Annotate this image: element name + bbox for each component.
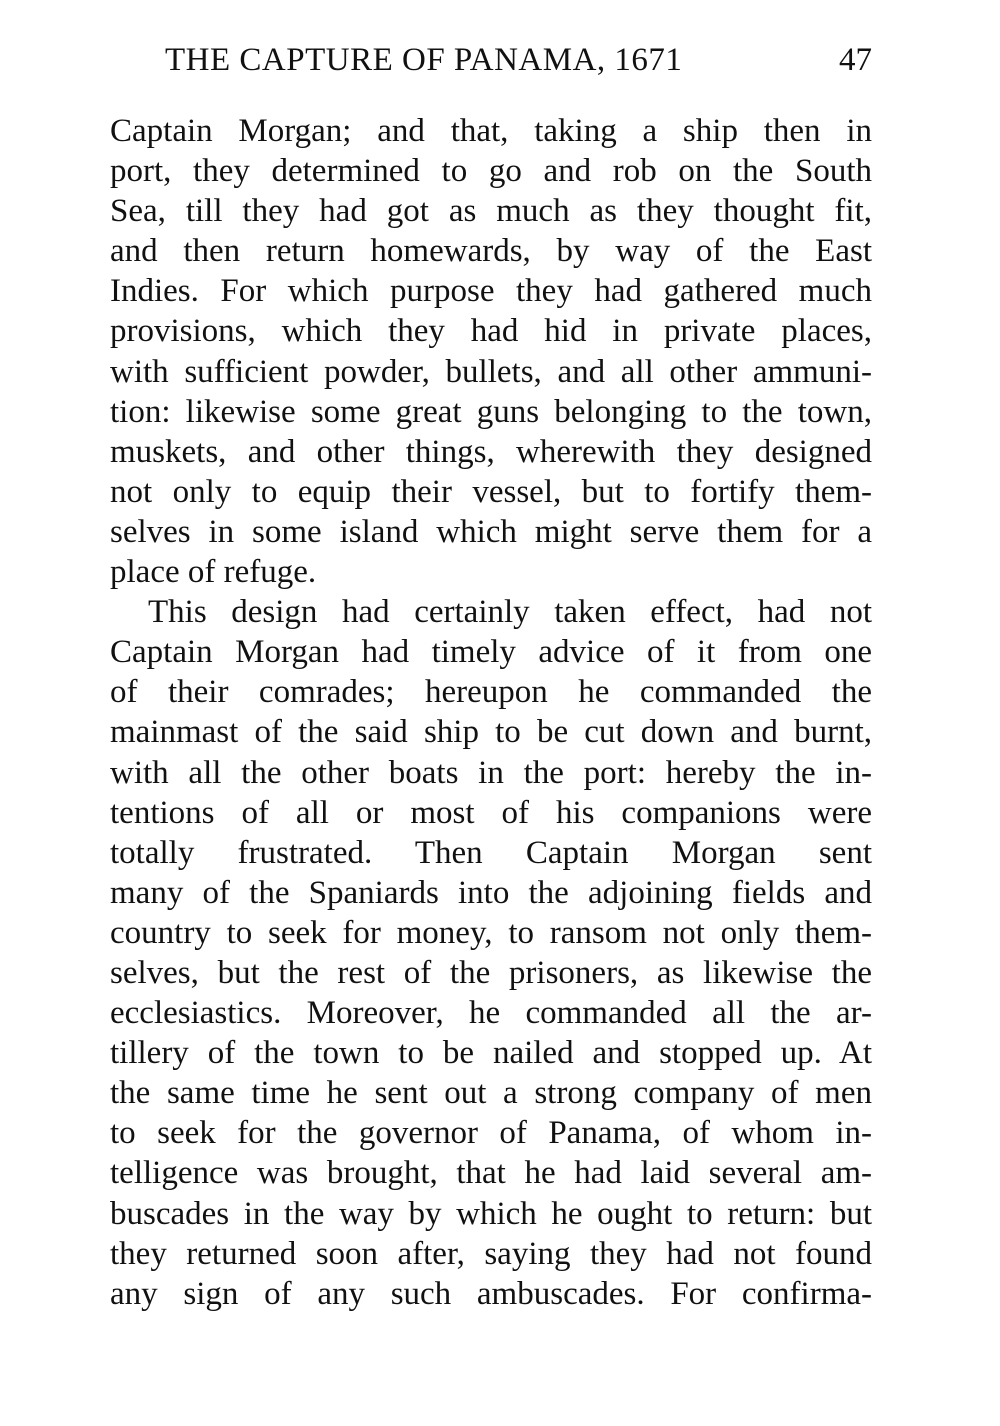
text-line: many of the Spaniards into the adjoining fields and xyxy=(110,874,872,911)
text-line: Indies. For which purpose they had gathered much xyxy=(110,273,872,310)
text-line: tillery of the town to be nailed and stopped up. At xyxy=(110,1035,872,1072)
text-line: ecclesiastics. Moreover, he commanded all the ar- xyxy=(110,995,872,1032)
text-line: not only to equip their vessel, but to fortify them- xyxy=(110,473,872,510)
text-line: muskets, and other things, wherewith they designed xyxy=(110,433,872,470)
text-line: they returned soon after, saying they had not found xyxy=(110,1235,872,1272)
text-line: with all the other boats in the port: hereby the in- xyxy=(110,754,872,791)
running-title: THE CAPTURE OF PANAMA, 1671 xyxy=(165,42,683,78)
text-line: and then return homewards, by way of the East xyxy=(110,233,872,270)
body-text xyxy=(110,111,872,1314)
text-line: of their comrades; hereupon he commanded the xyxy=(110,674,872,711)
text-line: This design had certainly taken effect, had not xyxy=(148,594,872,631)
text-line: the same time he sent out a strong company of men xyxy=(110,1075,872,1112)
text-line: selves in some island which might serve them for a xyxy=(110,513,872,550)
text-line: port, they determined to go and rob on the South xyxy=(110,153,872,190)
text-line: country to seek for money, to ransom not only them- xyxy=(110,914,872,951)
text-line: to seek for the governor of Panama, of whom in- xyxy=(110,1115,872,1152)
text-line: with sufficient powder, bullets, and all other ammuni- xyxy=(110,353,872,390)
running-header xyxy=(165,42,872,86)
text-line: place of refuge. xyxy=(110,554,317,591)
text-line: provisions, which they had hid in private places, xyxy=(110,313,872,350)
text-line: tentions of all or most of his companions were xyxy=(110,794,872,831)
text-line: any sign of any such ambuscades. For confirma- xyxy=(110,1275,872,1312)
text-line: Captain Morgan had timely advice of it from one xyxy=(110,634,872,671)
text-line: Sea, till they had got as much as they thought fit, xyxy=(110,193,872,230)
text-line: selves, but the rest of the prisoners, as likewise the xyxy=(110,954,872,991)
text-line: Captain Morgan; and that, taking a ship then in xyxy=(110,113,872,149)
page-number: 47 xyxy=(839,42,872,78)
text-line: buscades in the way by which he ought to return: but xyxy=(110,1195,872,1232)
text-line: tion: likewise some great guns belonging to the town, xyxy=(110,393,872,430)
text-line: telligence was brought, that he had laid several am- xyxy=(110,1155,872,1192)
text-line: totally frustrated. Then Captain Morgan sent xyxy=(110,834,872,871)
text-line: mainmast of the said ship to be cut down and burnt, xyxy=(110,714,872,751)
